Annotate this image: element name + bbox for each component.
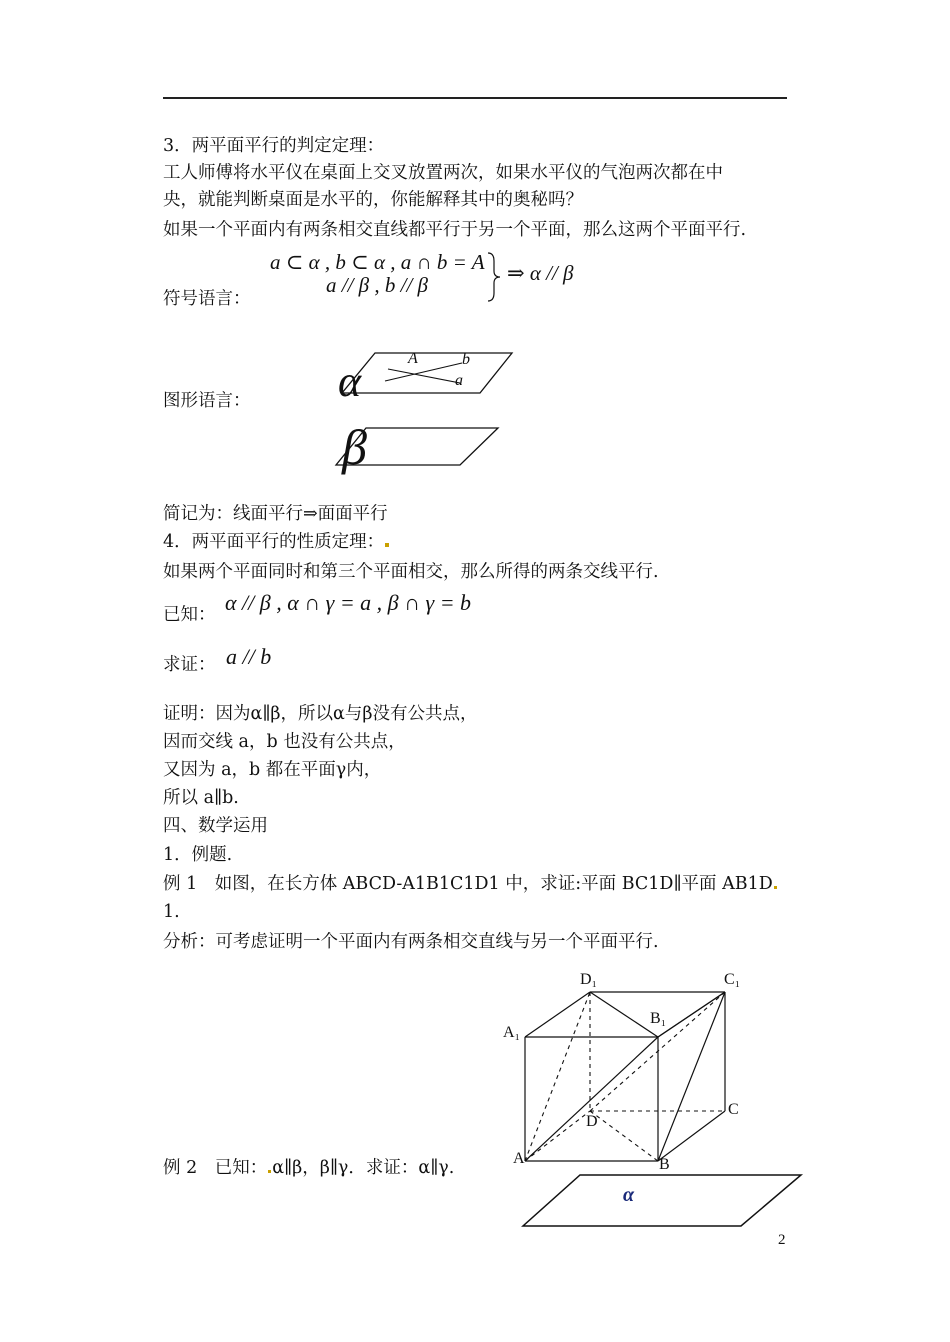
section4-theorem: 如果两个平面同时和第三个平面相交，那么所得的两条交线平行. [163, 562, 659, 582]
alpha-symbol: α [338, 357, 362, 406]
proof-line3: 又因为 a，b 都在平面γ内， [163, 760, 382, 780]
label-D1: D₁ [580, 971, 598, 988]
label-C: C [728, 1101, 739, 1118]
label-B1: B₁ [650, 1010, 667, 1027]
cuboid-figure [500, 965, 760, 1180]
example2-line: 例 2 已知： α∥β，β∥γ．求证：α∥γ. [163, 1158, 455, 1178]
label-B: B [659, 1156, 670, 1173]
fig-line-a-label: a [455, 372, 463, 389]
section3-para2: 央，就能判断桌面是水平的，你能解释其中的奥秘吗？ [163, 190, 583, 210]
line-b [385, 363, 462, 381]
proof-line4: 所以 a∥b. [163, 788, 239, 808]
plane-alpha-label: α [623, 1184, 635, 1206]
symbol-brace [486, 251, 506, 303]
page-number: 2 [778, 1232, 786, 1248]
beta-symbol: β [342, 419, 367, 475]
label-A: A [513, 1150, 525, 1167]
section3-para1: 工人师傅将水平仪在桌面上交叉放置两次，如果水平仪的气泡两次都在中 [163, 163, 723, 183]
plane-alpha [342, 353, 512, 393]
line-a [388, 369, 460, 383]
section3-summary: 简记为：线面平行⇒面面平行 [163, 504, 388, 524]
plane-alpha-figure [520, 1172, 805, 1230]
section4-heading: 4．两平面平行的性质定理： [163, 530, 390, 554]
figure-label: 图形语言： [163, 391, 251, 411]
header-rule [163, 97, 787, 99]
section3-heading: 3．两平面平行的判定定理： [163, 136, 385, 156]
example1-line1: 例 1 如图，在长方体 ABCD-A1B1C1D1 中，求证:平面 BC1D∥平面 AB1D [163, 872, 778, 896]
symbol-line2: a // β , b // β [326, 273, 429, 297]
given-label: 已知： [163, 605, 216, 625]
section3-theorem: 如果一个平面内有两条相交直线都平行于另一个平面，那么这两个平面平行. [163, 220, 747, 240]
fig-line-b-label: b [462, 351, 470, 368]
fig-point-A: A [408, 350, 418, 367]
symbol-line1: a ⊂ α , b ⊂ α , a ∩ b = A [270, 250, 485, 274]
symbol-conclusion: ⇒ α // β [507, 261, 574, 285]
part4-heading: 四、数学运用 [163, 816, 268, 836]
label-D: D [586, 1113, 598, 1130]
given-math: α // β , α ∩ γ = a , β ∩ γ = b [225, 590, 472, 615]
prove-label: 求证： [163, 655, 216, 675]
symbol-label: 符号语言： [163, 289, 251, 309]
analysis: 分析：可考虑证明一个平面内有两条相交直线与另一个平面平行. [163, 932, 659, 952]
proof-line1: 证明：因为α∥β，所以α与β没有公共点， [163, 704, 478, 724]
label-A1: A₁ [503, 1024, 521, 1041]
label-C1: C₁ [724, 971, 741, 988]
example1-line2: 1. [163, 902, 180, 922]
proof-line2: 因而交线 a，b 也没有公共点， [163, 732, 406, 752]
prove-math: a // b [226, 644, 272, 669]
part4-sub: 1．例题. [163, 845, 233, 865]
